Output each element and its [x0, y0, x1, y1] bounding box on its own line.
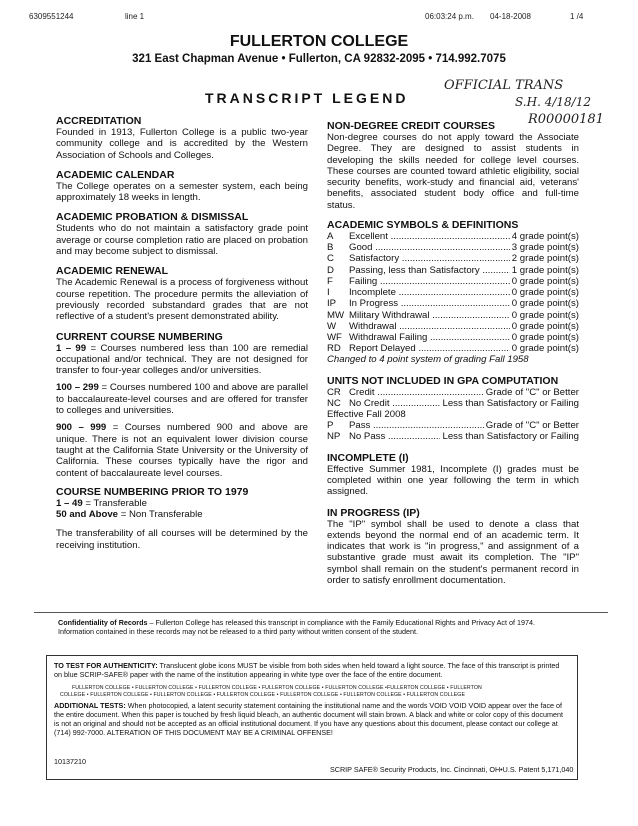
left-column — [56, 115, 308, 551]
units-row: NC No Credit ..... Less than Satisfactory or Failing — [327, 398, 579, 409]
prior-line-1: 1 – 49 = Transferable — [56, 497, 147, 509]
symbol-desc: Passing, less than Satisfactory ..... — [349, 265, 510, 276]
symbol-row — [327, 242, 579, 253]
symbol-row — [327, 265, 579, 276]
symbol-row — [327, 287, 579, 298]
symbol-grade: 3 grade point(s) — [511, 242, 579, 254]
symbol-grade: 1 grade point(s) — [511, 264, 579, 276]
symbol-desc: Military Withdrawal ..... — [349, 310, 510, 321]
symbol-code: A — [327, 231, 334, 243]
handwritten-record: R00000181 — [528, 112, 604, 127]
symbols-heading: ACADEMIC SYMBOLS & DEFINITIONS — [327, 219, 519, 232]
probation-text: Students who do not maintain a satisfactory grade point average or course completion ratio are placed on probation and may become subject to dismissal. — [56, 223, 308, 258]
units-heading: UNITS NOT INCLUDED IN GPA COMPUTATION — [327, 374, 559, 387]
symbol-desc: Good ..... — [349, 242, 510, 253]
probation-heading: ACADEMIC PROBATION & DISMISSAL — [56, 211, 249, 224]
prior-text: The transferability of all courses will be determined by the receiving institution. — [56, 528, 308, 551]
inprogress-heading: IN PROGRESS (IP) — [327, 506, 420, 519]
symbol-row — [327, 298, 579, 309]
symbol-row — [327, 321, 579, 332]
symbol-desc: In Progress ..... — [349, 298, 510, 309]
symbol-grade: 0 grade point(s) — [511, 298, 579, 310]
numbering-range-1: 1 – 99 — [56, 342, 87, 354]
numbering-paragraph-2: 100 – 299 = Courses numbered 100 and above are parallel to baccalaureate-level courses and are offered for transfer to colleges and universities. — [56, 382, 308, 417]
numbering-paragraph-3: 900 – 999 = Courses numbered 900 and above are unique. There is not an equivalent lower division course taught at the California State University or the University of California. These courses typically have the rigor and content of baccalaureate level courses. — [56, 422, 308, 479]
renewal-text: The Academic Renewal is a process of forgiveness without course repetition. The procedure permits the alleviation of previously recorded substandard grades that are not reflective of a student's present demonstrated ability. — [56, 277, 308, 323]
symbol-desc: Report Delayed ..... — [349, 343, 510, 354]
watermark-band-1: FULLERTON COLLEGE • FULLERTON COLLEGE • FULLERTON COLLEGE • FULLERTON COLLEGE • FULLERTON COLLEGE •FULLERTON COLLEGE • FULLERTON — [72, 685, 482, 691]
symbol-grade: 2 grade point(s) — [511, 253, 579, 265]
symbol-code: MW — [327, 309, 345, 321]
document-code: 10137210 — [54, 757, 86, 766]
symbol-desc: Withdrawal Failing ..... — [349, 332, 510, 343]
units-row: NP No Pass ..... Less than Satisfactory or Failing — [327, 431, 579, 442]
right-column — [327, 120, 579, 586]
calendar-heading: ACADEMIC CALENDAR — [56, 168, 175, 181]
numbering-range-2: 100 – 299 — [56, 382, 99, 394]
fax-page: 1 /4 — [570, 12, 584, 21]
units-list — [327, 387, 579, 443]
renewal-heading: ACADEMIC RENEWAL — [56, 265, 168, 278]
symbol-code: F — [327, 275, 333, 287]
symbol-code: B — [327, 242, 334, 254]
legend-title: TRANSCRIPT LEGEND — [205, 90, 409, 106]
authenticity-notice: TO TEST FOR AUTHENTICITY: Translucent globe icons MUST be visible from both sides when held toward a light source. The face of this transcript is printed on blue SCRIP-SAFE® paper with the name of the institution appearing in white type over the face of the entire document. — [54, 661, 560, 679]
symbol-row — [327, 332, 579, 343]
symbol-grade: 0 grade point(s) — [511, 287, 579, 299]
symbols-note: Changed to 4 point system of grading Fall 1958 — [327, 354, 529, 366]
symbol-grade: 0 grade point(s) — [511, 275, 579, 287]
symbol-grade: 4 grade point(s) — [511, 231, 579, 243]
calendar-text: The College operates on a semester system, each being approximately 18 weeks in length. — [56, 180, 308, 204]
nondegree-heading: NON-DEGREE CREDIT COURSES — [327, 120, 496, 132]
confidentiality-rule — [34, 612, 608, 613]
fax-number: 6309551244 — [29, 12, 74, 21]
vendor-line: SCRIP SAFE® Security Products, Inc. Cincinnati, OH•U.S. Patent 5,171,040 — [330, 765, 574, 774]
inprogress-text: The "IP" symbol shall be used to denote a class that extends beyond the normal end of an academic term. It indicates that work is "in progress," and assignment of a substantive grade must await its completion. The "IP" symbol shall remain on the student's permanent record in order to satisfy enrollment documentation. — [327, 518, 579, 586]
symbol-code: I — [327, 287, 330, 299]
college-address: 321 East Chapman Avenue • Fullerton, CA 92832-2095 • 714.992.7075 — [132, 53, 506, 65]
fax-time: 06:03:24 p.m. — [425, 12, 474, 21]
symbol-grade: 0 grade point(s) — [511, 320, 579, 332]
units-row: CR Credit ..... Grade of "C" or Better — [327, 387, 579, 398]
symbol-grade: 0 grade point(s) — [511, 331, 579, 343]
incomplete-heading: INCOMPLETE (I) — [327, 451, 409, 464]
accreditation-heading: ACCREDITATION — [56, 115, 142, 127]
symbol-grade: 0 grade point(s) — [511, 309, 579, 321]
symbol-row — [327, 310, 579, 321]
symbol-desc: Failing ..... — [349, 276, 510, 287]
symbol-desc: Withdrawal ..... — [349, 321, 510, 332]
fax-date: 04-18-2008 — [490, 12, 531, 21]
units-row: P Pass ..... Grade of "C" or Better — [327, 420, 579, 431]
symbol-code: C — [327, 253, 334, 265]
fax-line: line 1 — [125, 12, 145, 21]
watermark-band-2: COLLEGE • FULLERTON COLLEGE • FULLERTON COLLEGE • FULLERTON COLLEGE • FULLERTON COLLEGE • FULLERTON COLLEGE • FULLERTON COLLEGE — [60, 692, 466, 698]
additional-tests-lead: ADDITIONAL TESTS: — [54, 701, 126, 710]
additional-tests: ADDITIONAL TESTS: When photocopied, a latent security statement containing the institutional name and the words VOID VOID VOID appear over the face of the entire document. When this paper is touched by fresh liquid bleach, an authentic document will stain brown. A black and white or color copy of this document is not an original and should not be accepted as an official institutional document. If you have any questions about this document, please contact our college at (714) 992-7000. ALTERATION OF THIS DOCUMENT MAY BE A CRIMINAL OFFENSE! — [54, 701, 564, 737]
symbol-row — [327, 231, 579, 242]
handwritten-date: S.H. 4/18/12 — [515, 95, 591, 109]
authenticity-lead: TO TEST FOR AUTHENTICITY: — [54, 661, 158, 670]
accreditation-text: Founded in 1913, Fullerton College is a public two-year community college and is accredited by the Western Association of Schools and Colleges. — [56, 127, 308, 161]
symbols-list — [327, 231, 579, 354]
confidentiality-lead: Confidentiality of Records — [58, 618, 148, 627]
prior-line-2: 50 and Above = Non Transferable — [56, 509, 203, 521]
symbol-desc: Satisfactory ..... — [349, 253, 510, 264]
units-effective: Effective Fall 2008 — [327, 409, 406, 421]
symbol-desc: Incomplete ..... — [349, 287, 510, 298]
prior-heading: COURSE NUMBERING PRIOR TO 1979 — [56, 485, 249, 498]
numbering-heading: CURRENT COURSE NUMBERING — [56, 330, 223, 343]
symbol-code: D — [327, 264, 334, 276]
symbol-row — [327, 276, 579, 287]
symbol-code: W — [327, 320, 337, 332]
symbol-grade: 0 grade point(s) — [511, 343, 579, 355]
numbering-range-3: 900 – 999 — [56, 422, 107, 434]
symbol-code: RD — [327, 343, 341, 355]
symbol-code: IP — [327, 298, 337, 310]
numbering-paragraph-1: 1 – 99 = Courses numbered less than 100 are remedial occupational and/or technical. They are not designed for transfer to four-year colleges and/or universities. — [56, 342, 308, 377]
symbol-row — [327, 253, 579, 264]
symbol-desc: Excellent ..... — [349, 231, 510, 242]
confidentiality-notice: Confidentiality of Records – Fullerton College has released this transcript in compliance with the Family Educational Rights and Privacy Act of 1974. Information contained in these records may not be released to a third party without written consent of the student. — [58, 618, 535, 636]
symbol-row — [327, 343, 579, 354]
handwritten-official: OFFICIAL TRANS — [444, 78, 564, 93]
college-name: FULLERTON COLLEGE — [229, 33, 409, 50]
incomplete-text: Effective Summer 1981, Incomplete (I) grades must be completed within one year following the term in which assigned. — [327, 463, 579, 498]
nondegree-text: Non-degree courses do not apply toward the Associate Degree. They are designed to assist students in developing the skills needed for college level courses. These courses are counted toward athletic eligibility, social security benefits, work-study and financial aid, veterans' benefits, associated student body office and full-time status. — [327, 132, 579, 211]
symbol-code: WF — [327, 331, 342, 343]
